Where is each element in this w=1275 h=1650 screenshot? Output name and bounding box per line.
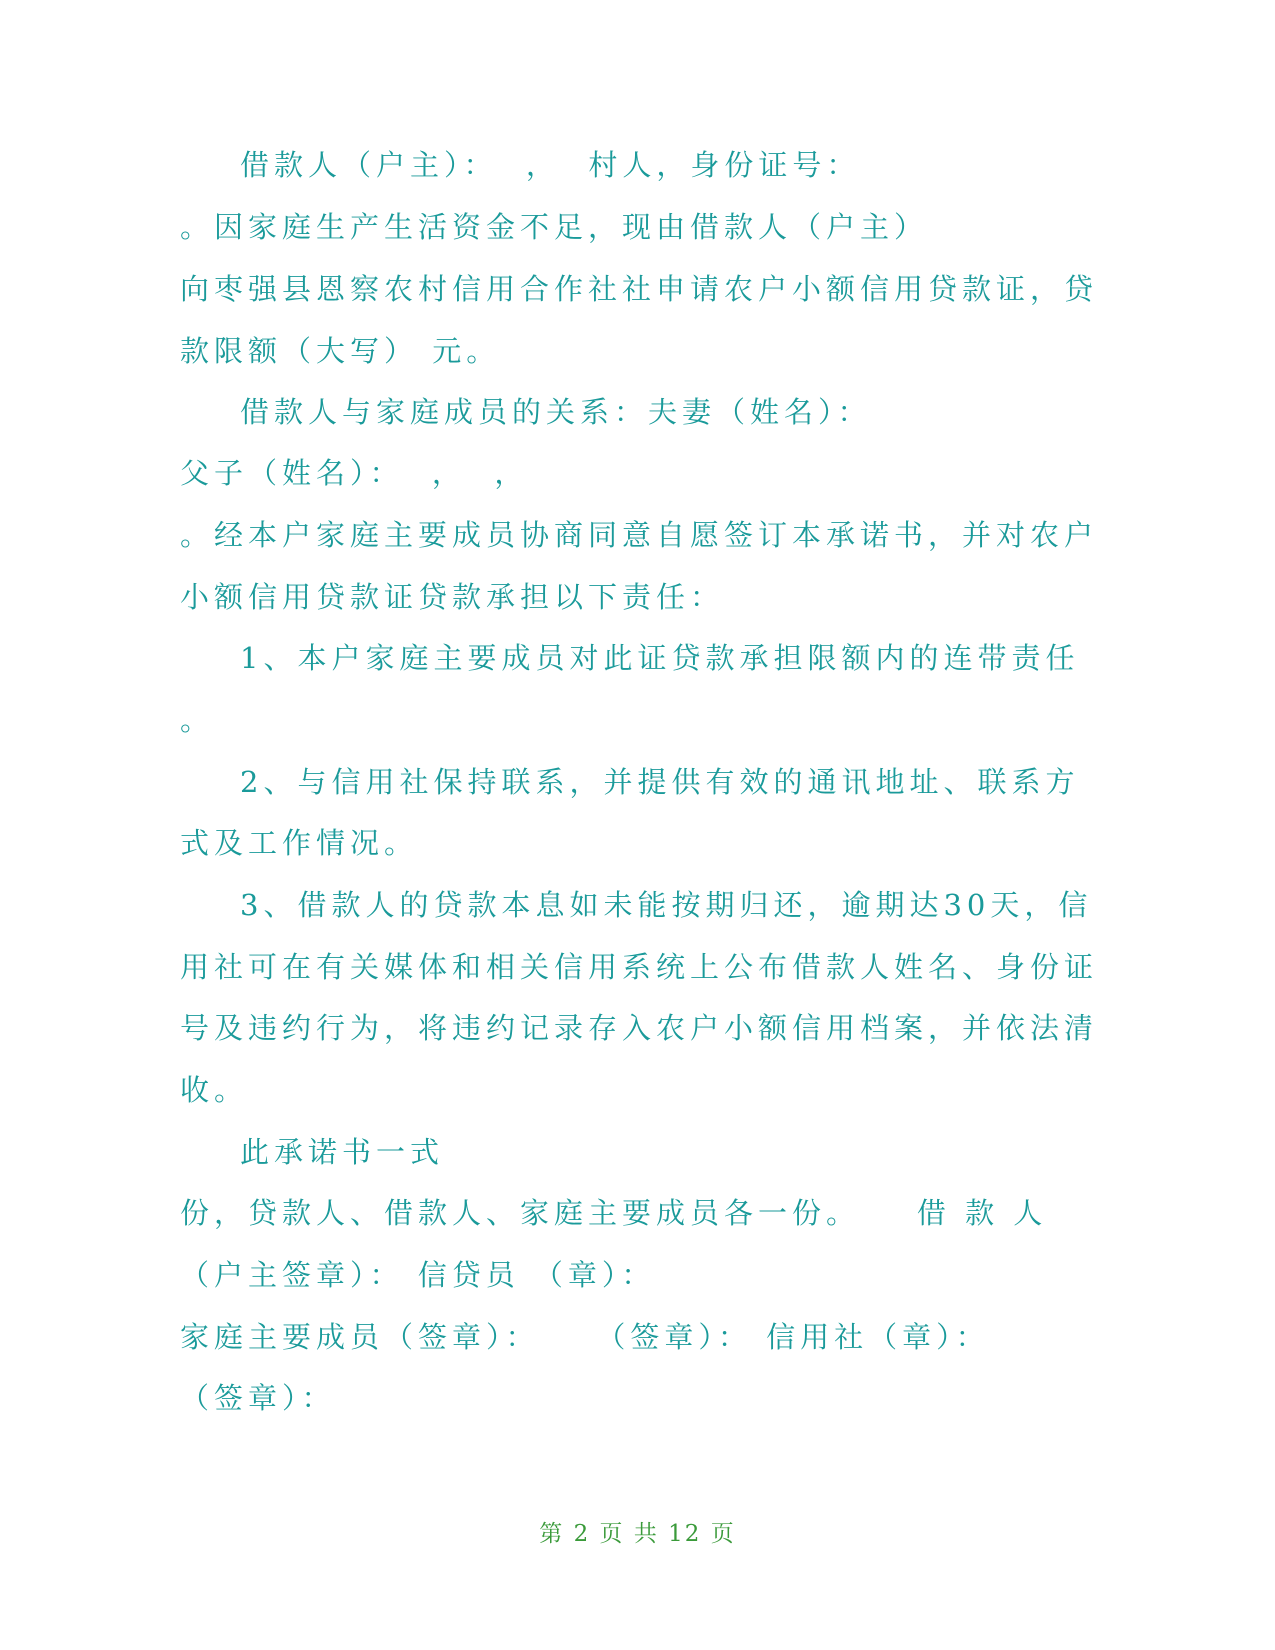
paragraph-line: 向枣强县恩察农村信用合作社社申请农户小额信用贷款证，贷	[180, 272, 1099, 306]
list-item-2: 2、与信用社保持联系，并提供有效的通讯地址、联系方	[240, 765, 1080, 799]
paragraph-line: 份，贷款人、借款人、家庭主要成员各一份。 借 款 人	[180, 1196, 1048, 1230]
paragraph-line: 款限额（大写） 元。	[180, 334, 501, 368]
paragraph-line: 此承诺书一式	[240, 1135, 445, 1169]
paragraph-line: 借款人（户主）： ， 村人，身份证号：	[240, 148, 861, 182]
signature-line: （签章）：	[180, 1381, 336, 1415]
paragraph-line: 号及违约行为，将违约记录存入农户小额信用档案，并依法清	[180, 1011, 1099, 1045]
paragraph-line: 。因家庭生产生活资金不足，现由借款人（户主）	[180, 210, 929, 244]
list-item-1: 1、本户家庭主要成员对此证贷款承担限额内的连带责任	[240, 641, 1080, 675]
paragraph-line: 用社可在有关媒体和相关信用系统上公布借款人姓名、身份证	[180, 950, 1099, 984]
paragraph-line: 式及工作情况。	[180, 826, 419, 860]
paragraph-line: 。经本户家庭主要成员协商同意自愿签订本承诺书，并对农户	[180, 518, 1099, 552]
page-footer: 第 2 页 共 12 页	[539, 1521, 736, 1547]
paragraph-line: 收。	[180, 1073, 249, 1107]
signature-line: 家庭主要成员（签章）： （签章）： 信用社（章）：	[180, 1320, 990, 1354]
signature-line: （户主签章）： 信贷员 （章）：	[180, 1258, 656, 1292]
list-item-3: 3、借款人的贷款本息如未能按期归还，逾期达30天，信	[240, 888, 1093, 922]
paragraph-line: 。	[180, 703, 215, 737]
paragraph-line: 小额信用贷款证贷款承担以下责任：	[180, 580, 725, 614]
paragraph-line: 父子（姓名）： ， ，	[180, 456, 529, 490]
paragraph-line: 借款人与家庭成员的关系：夫妻（姓名）：	[240, 395, 872, 429]
